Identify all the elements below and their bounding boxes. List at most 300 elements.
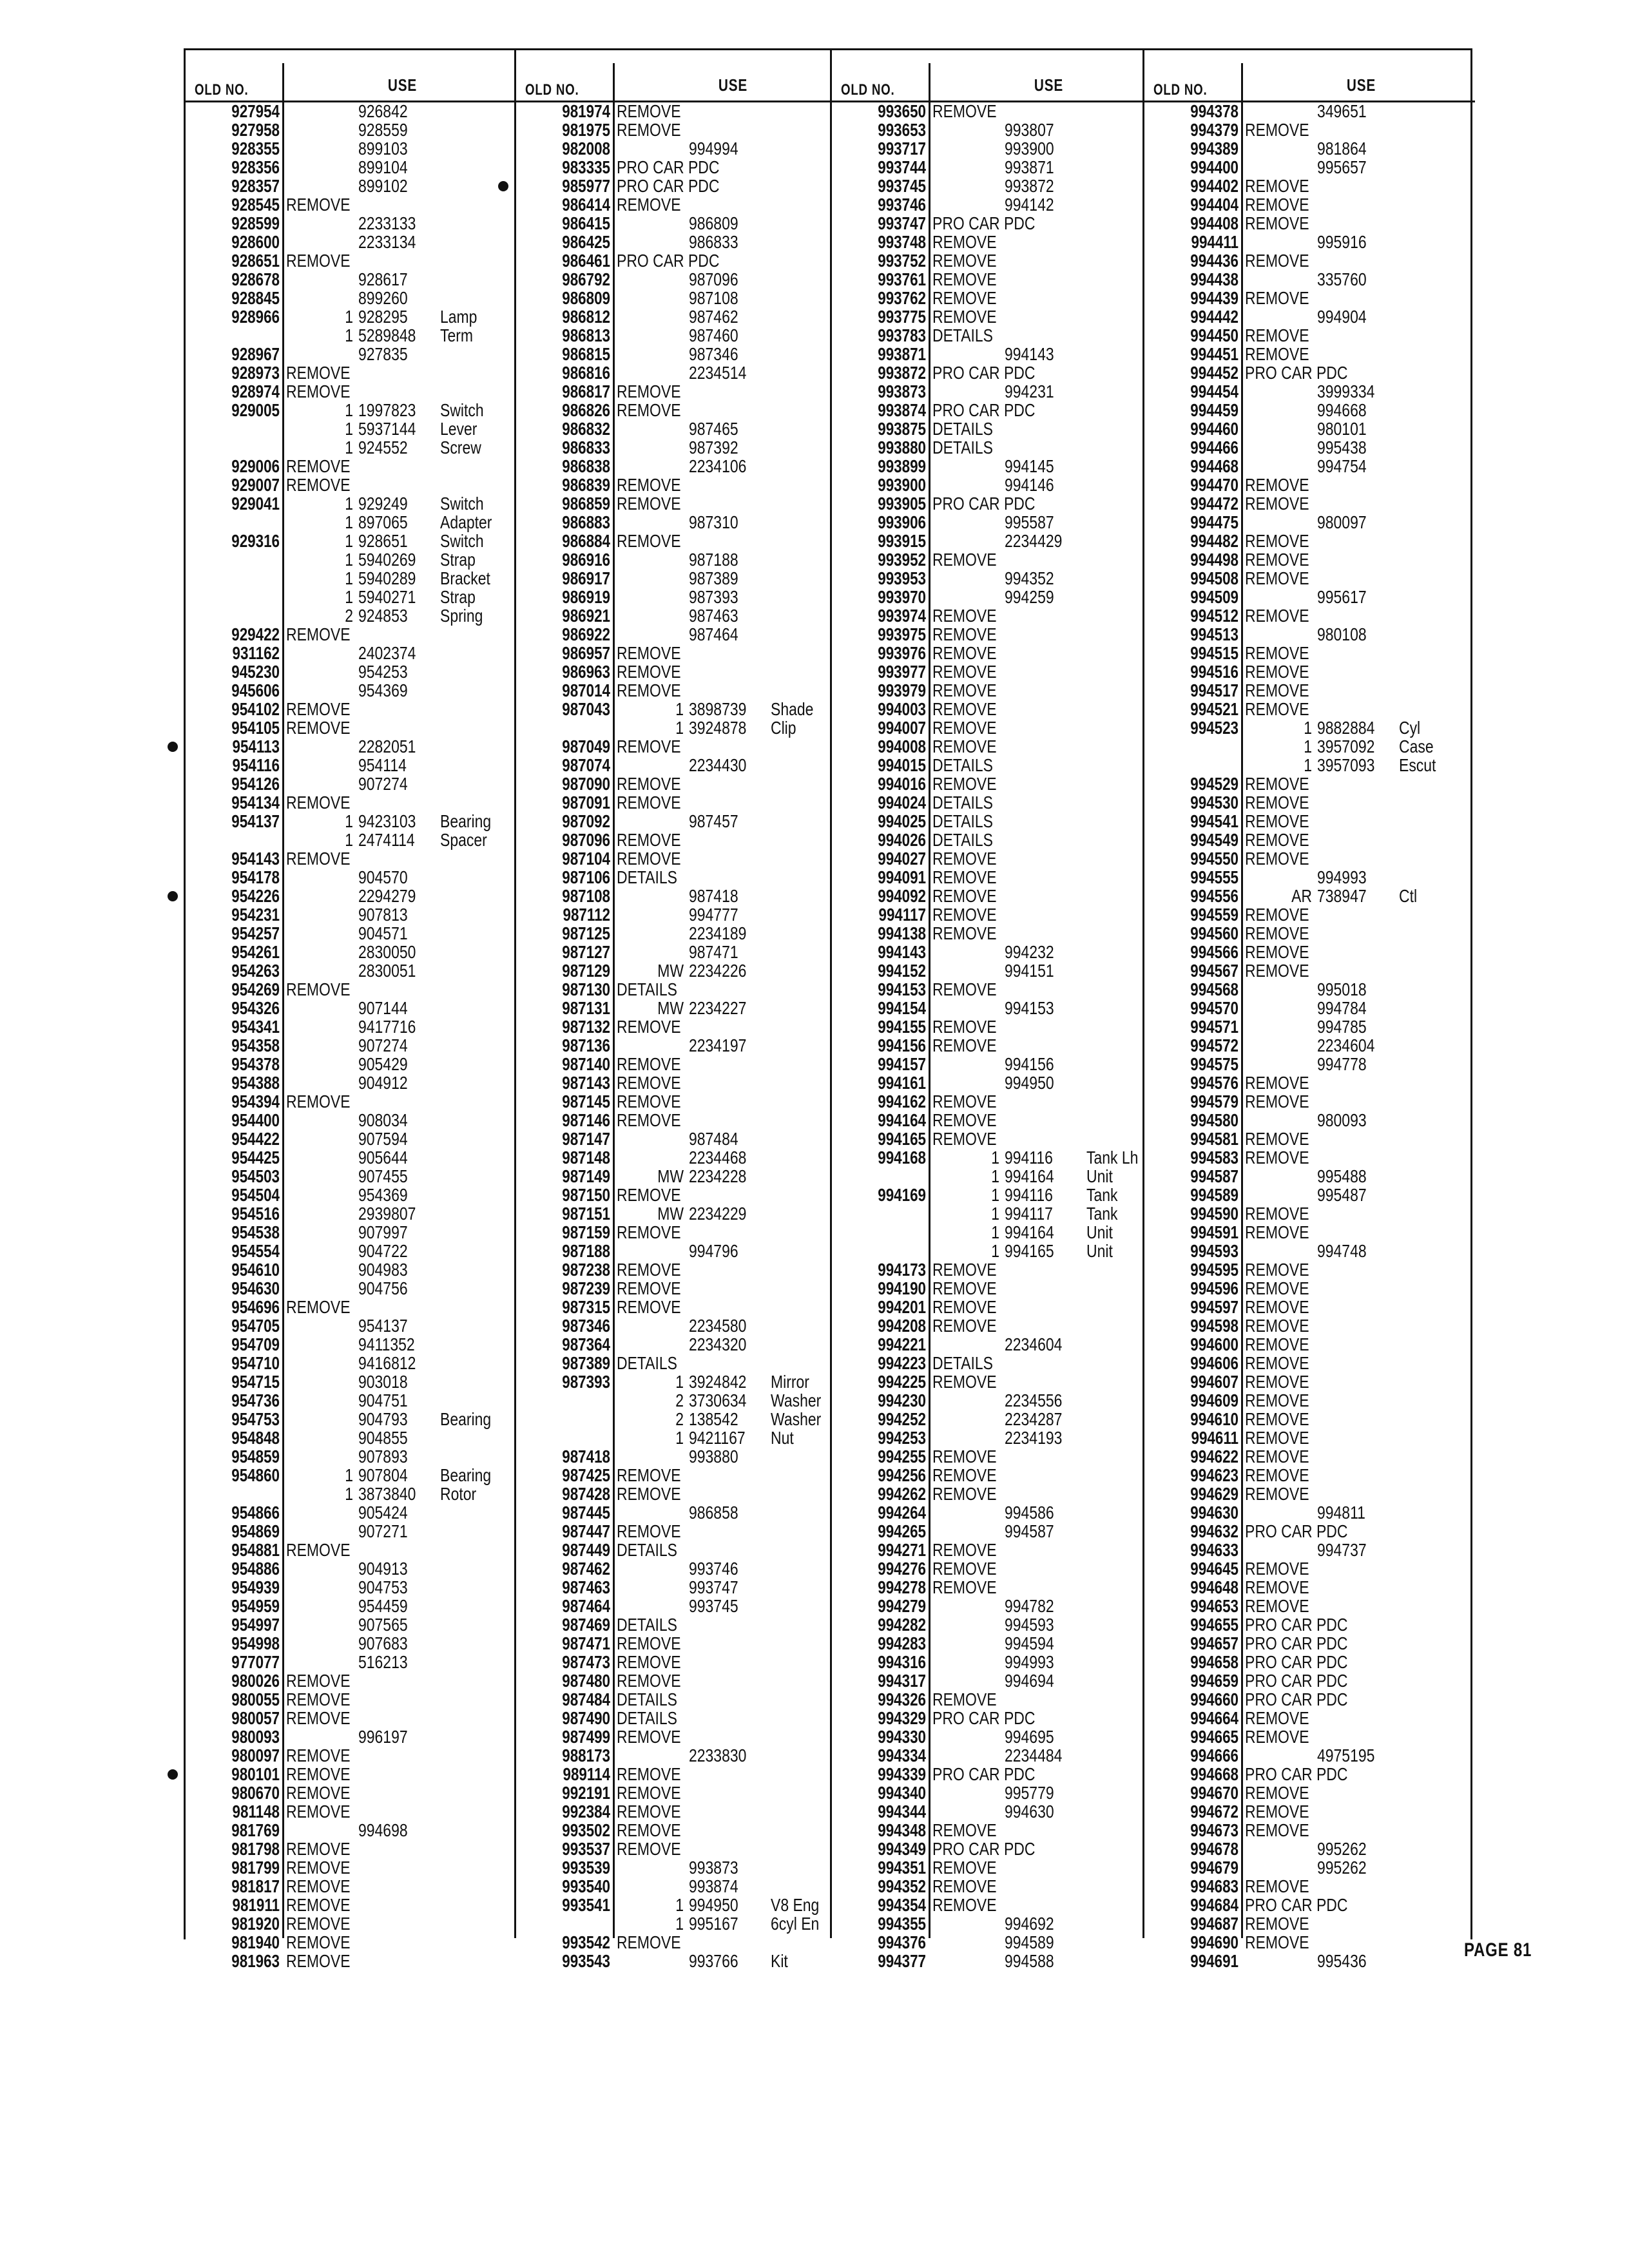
use-remark: REMOVE bbox=[932, 1017, 997, 1037]
table-row bbox=[186, 1279, 516, 1298]
use-remark: REMOVE bbox=[286, 1858, 351, 1878]
use-remark: REMOVE bbox=[286, 1297, 351, 1317]
use-number: 954253 bbox=[358, 662, 408, 682]
old-number: 954610 bbox=[231, 1260, 280, 1280]
use-remark: REMOVE bbox=[286, 793, 351, 812]
table-row bbox=[186, 270, 516, 289]
old-number: 980101 bbox=[231, 1764, 280, 1784]
table-row bbox=[832, 1727, 1162, 1746]
table-row bbox=[516, 1073, 847, 1092]
table-row bbox=[516, 868, 847, 887]
use-remark: REMOVE bbox=[1245, 1260, 1309, 1280]
old-number: 986884 bbox=[562, 531, 610, 551]
old-number: 994566 bbox=[1190, 942, 1239, 962]
quantity: 1 bbox=[675, 1372, 684, 1392]
table-row bbox=[186, 1242, 516, 1260]
table-row bbox=[516, 1653, 847, 1671]
old-number: 987364 bbox=[562, 1334, 610, 1354]
use-number: 2234226 bbox=[689, 961, 747, 981]
old-number: 993874 bbox=[878, 400, 926, 420]
old-number: 987471 bbox=[562, 1633, 610, 1653]
table-row bbox=[186, 924, 516, 943]
use-number: 995488 bbox=[1317, 1166, 1367, 1186]
table-row bbox=[186, 1204, 516, 1223]
table-row bbox=[832, 214, 1162, 233]
use-number: 2234514 bbox=[689, 363, 747, 383]
table-row bbox=[832, 401, 1162, 419]
old-number: 954388 bbox=[231, 1073, 280, 1093]
part-description: Nut bbox=[771, 1428, 794, 1448]
use-remark: DETAILS bbox=[617, 1353, 677, 1373]
quantity: 1 bbox=[675, 1895, 684, 1915]
table-row bbox=[832, 345, 1162, 363]
table-row bbox=[832, 1578, 1162, 1597]
old-number: 994165 bbox=[878, 1129, 926, 1149]
table-row bbox=[516, 1204, 847, 1223]
bullet-icon bbox=[498, 181, 508, 191]
table-row bbox=[186, 1073, 516, 1092]
table-row bbox=[186, 1466, 516, 1485]
table-row bbox=[516, 1877, 847, 1896]
table-row bbox=[832, 737, 1162, 756]
use-number: 905644 bbox=[358, 1148, 408, 1168]
use-number: 993746 bbox=[689, 1559, 738, 1579]
use-remark: PRO CAR PDC bbox=[617, 176, 720, 196]
table-row bbox=[1144, 1877, 1475, 1896]
old-number: 954341 bbox=[231, 1017, 280, 1037]
table-row bbox=[1144, 1802, 1475, 1821]
use-remark: REMOVE bbox=[1245, 1932, 1309, 1952]
use-number: 994668 bbox=[1317, 400, 1367, 420]
part-description: Escut bbox=[1399, 755, 1436, 775]
use-number: 987310 bbox=[689, 512, 738, 532]
old-number: 993872 bbox=[878, 363, 926, 383]
use-remark: REMOVE bbox=[932, 867, 997, 887]
table-row bbox=[186, 1503, 516, 1522]
old-number: 981148 bbox=[232, 1802, 280, 1821]
table-row bbox=[516, 1223, 847, 1242]
use-remark: REMOVE bbox=[932, 699, 997, 719]
old-number: 994152 bbox=[878, 961, 926, 981]
old-number: 993979 bbox=[878, 680, 926, 700]
old-number: 986812 bbox=[562, 307, 610, 327]
use-remark: REMOVE bbox=[1245, 905, 1309, 925]
use-remark: REMOVE bbox=[1245, 1727, 1309, 1747]
use-number: 928559 bbox=[358, 120, 408, 140]
column-header bbox=[1144, 50, 1475, 102]
table-row bbox=[516, 812, 847, 831]
old-no-header: OLD NO. bbox=[1153, 81, 1208, 99]
use-remark: REMOVE bbox=[617, 1222, 681, 1242]
old-number: 994408 bbox=[1190, 213, 1239, 233]
use-remark: REMOVE bbox=[617, 1820, 681, 1840]
part-description: Adapter bbox=[440, 512, 492, 532]
table-row bbox=[1144, 1522, 1475, 1541]
old-number: 994278 bbox=[878, 1577, 926, 1597]
use-remark: REMOVE bbox=[932, 662, 997, 682]
use-number: 2234604 bbox=[1317, 1035, 1375, 1055]
old-number: 989114 bbox=[563, 1764, 610, 1784]
table-row bbox=[832, 326, 1162, 345]
use-remark: REMOVE bbox=[1245, 830, 1309, 850]
table-row bbox=[1144, 999, 1475, 1017]
table-row bbox=[186, 1821, 516, 1840]
use-remark: REMOVE bbox=[1245, 325, 1309, 345]
old-number: 981920 bbox=[231, 1914, 280, 1934]
old-number: 994610 bbox=[1190, 1409, 1239, 1429]
old-number: 994450 bbox=[1190, 325, 1239, 345]
table-row bbox=[186, 1017, 516, 1036]
use-remark: REMOVE bbox=[1245, 1148, 1309, 1168]
old-number: 954378 bbox=[231, 1054, 280, 1074]
use-remark: DETAILS bbox=[932, 811, 993, 831]
old-number: 980026 bbox=[231, 1671, 280, 1691]
table-row bbox=[832, 569, 1162, 588]
table-row bbox=[832, 1167, 1162, 1186]
table-row bbox=[832, 476, 1162, 494]
use-number: 924853 bbox=[358, 606, 408, 626]
table-row bbox=[1144, 1765, 1475, 1783]
use-number: 994232 bbox=[1005, 942, 1054, 962]
table-row bbox=[1144, 1335, 1475, 1354]
old-number: 987447 bbox=[562, 1521, 610, 1541]
old-number: 993974 bbox=[878, 606, 926, 626]
use-number: 907274 bbox=[358, 774, 408, 794]
use-remark: REMOVE bbox=[932, 1689, 997, 1709]
table-row bbox=[186, 1260, 516, 1279]
table-row bbox=[832, 1559, 1162, 1578]
table-row bbox=[1144, 214, 1475, 233]
table-row bbox=[1144, 251, 1475, 270]
table-row bbox=[516, 1036, 847, 1055]
table-row bbox=[516, 345, 847, 363]
old-number: 994379 bbox=[1190, 120, 1239, 140]
use-number: 5940289 bbox=[358, 568, 416, 588]
use-remark: REMOVE bbox=[286, 1914, 351, 1934]
use-number: 2234580 bbox=[689, 1316, 747, 1336]
table-row bbox=[516, 494, 847, 513]
table-row bbox=[1144, 924, 1475, 943]
old-number: 994629 bbox=[1190, 1484, 1239, 1504]
table-row bbox=[186, 158, 516, 177]
old-number: 994007 bbox=[878, 718, 926, 738]
use-number: 994737 bbox=[1317, 1540, 1367, 1560]
old-number: 994282 bbox=[878, 1615, 926, 1635]
table-row bbox=[832, 1073, 1162, 1092]
old-number: 993976 bbox=[878, 643, 926, 663]
table-row bbox=[1144, 1354, 1475, 1372]
table-row bbox=[516, 513, 847, 532]
table-row bbox=[1144, 1485, 1475, 1503]
table-row bbox=[516, 1821, 847, 1840]
table-row bbox=[832, 177, 1162, 195]
table-row bbox=[832, 1298, 1162, 1316]
use-remark: REMOVE bbox=[617, 830, 681, 850]
old-number: 986817 bbox=[562, 381, 610, 401]
use-number: 904855 bbox=[358, 1428, 408, 1448]
old-number: 981817 bbox=[231, 1876, 280, 1896]
old-number: 994623 bbox=[1190, 1465, 1239, 1485]
use-remark: REMOVE bbox=[617, 1839, 681, 1859]
table-row bbox=[832, 1933, 1162, 1952]
table-row bbox=[1144, 289, 1475, 307]
old-number: 994352 bbox=[878, 1876, 926, 1896]
table-row bbox=[832, 1055, 1162, 1073]
table-row bbox=[516, 999, 847, 1017]
old-number: 994633 bbox=[1190, 1540, 1239, 1560]
use-number: 994143 bbox=[1005, 344, 1054, 364]
use-remark: REMOVE bbox=[932, 1297, 997, 1317]
use-number: 980108 bbox=[1317, 624, 1367, 644]
quantity: 1 bbox=[1304, 736, 1312, 756]
use-remark: REMOVE bbox=[932, 1446, 997, 1466]
use-remark: REMOVE bbox=[1245, 1596, 1309, 1616]
use-remark: REMOVE bbox=[932, 1540, 997, 1560]
use-number: 995436 bbox=[1317, 1951, 1367, 1971]
table-row bbox=[832, 1223, 1162, 1242]
table-row bbox=[1144, 662, 1475, 681]
old-number: 994355 bbox=[878, 1914, 926, 1934]
table-row bbox=[516, 1260, 847, 1279]
use-remark: REMOVE bbox=[617, 1278, 681, 1298]
use-remark: REMOVE bbox=[286, 1764, 351, 1784]
old-number: 986922 bbox=[562, 624, 610, 644]
use-number: 994589 bbox=[1005, 1932, 1054, 1952]
table-row bbox=[1144, 1615, 1475, 1634]
use-remark: REMOVE bbox=[932, 1559, 997, 1579]
table-row bbox=[1144, 1541, 1475, 1559]
old-number: 994600 bbox=[1190, 1334, 1239, 1354]
old-number: 993783 bbox=[878, 325, 926, 345]
use-remark: PRO CAR PDC bbox=[1245, 1689, 1348, 1709]
use-number: 928295 bbox=[358, 307, 408, 327]
old-number: 994684 bbox=[1190, 1895, 1239, 1915]
use-number: 995657 bbox=[1317, 157, 1367, 177]
use-number: 986809 bbox=[689, 213, 738, 233]
table-row bbox=[516, 1298, 847, 1316]
table-row bbox=[832, 1522, 1162, 1541]
old-number: 987418 bbox=[562, 1446, 610, 1466]
table-row bbox=[1144, 681, 1475, 700]
old-number: 987074 bbox=[562, 755, 610, 775]
old-number: 994451 bbox=[1190, 344, 1239, 364]
old-number: 928974 bbox=[231, 381, 280, 401]
use-remark: DETAILS bbox=[617, 1708, 677, 1728]
use-remark: REMOVE bbox=[1245, 475, 1309, 495]
use-number: 2939807 bbox=[358, 1204, 416, 1224]
table-row bbox=[832, 1186, 1162, 1204]
use-remark: REMOVE bbox=[617, 381, 681, 401]
use-number: 987462 bbox=[689, 307, 738, 327]
table-row bbox=[516, 662, 847, 681]
table-row bbox=[516, 887, 847, 905]
use-number: 904912 bbox=[358, 1073, 408, 1093]
quantity: 1 bbox=[345, 419, 353, 439]
table-row bbox=[1144, 980, 1475, 999]
table-row bbox=[516, 1783, 847, 1802]
use-number: 2234320 bbox=[689, 1334, 747, 1354]
table-row bbox=[186, 1410, 516, 1428]
table-row bbox=[186, 476, 516, 494]
table-row bbox=[186, 1840, 516, 1858]
use-remark: REMOVE bbox=[932, 1577, 997, 1597]
use-remark: REMOVE bbox=[1245, 1428, 1309, 1448]
table-row bbox=[516, 177, 847, 195]
old-number: 993905 bbox=[878, 494, 926, 514]
use-number: 995617 bbox=[1317, 587, 1367, 607]
old-number: 987092 bbox=[562, 811, 610, 831]
old-number: 994589 bbox=[1190, 1185, 1239, 1205]
use-remark: REMOVE bbox=[932, 232, 997, 252]
use-remark: REMOVE bbox=[1245, 811, 1309, 831]
use-header: USE bbox=[1034, 75, 1064, 95]
old-number: 928967 bbox=[231, 344, 280, 364]
old-number: 994517 bbox=[1190, 680, 1239, 700]
old-number: 927954 bbox=[231, 101, 280, 121]
table-row bbox=[1144, 1428, 1475, 1447]
use-number: 980097 bbox=[1317, 512, 1367, 532]
use-number: 3957092 bbox=[1317, 736, 1375, 756]
old-number: 928600 bbox=[231, 232, 280, 252]
use-remark: REMOVE bbox=[1245, 662, 1309, 682]
old-number: 994025 bbox=[878, 811, 926, 831]
old-number: 993975 bbox=[878, 624, 926, 644]
table-row bbox=[832, 1541, 1162, 1559]
table-row bbox=[516, 961, 847, 980]
old-number: 987147 bbox=[562, 1129, 610, 1149]
table-row bbox=[1144, 1036, 1475, 1055]
old-number: 954226 bbox=[231, 886, 280, 906]
use-remark: PRO CAR PDC bbox=[1245, 363, 1348, 383]
old-number: 994173 bbox=[878, 1260, 926, 1280]
use-number: 987463 bbox=[689, 606, 738, 626]
old-number: 954859 bbox=[231, 1446, 280, 1466]
use-remark: REMOVE bbox=[1245, 1278, 1309, 1298]
old-number: 987096 bbox=[562, 830, 610, 850]
table-row bbox=[516, 1746, 847, 1765]
table-row bbox=[186, 401, 516, 419]
old-number: 994348 bbox=[878, 1820, 926, 1840]
old-number: 994153 bbox=[878, 979, 926, 999]
table-row bbox=[516, 1671, 847, 1690]
old-number: 994016 bbox=[878, 774, 926, 794]
old-number: 928599 bbox=[231, 213, 280, 233]
table-row bbox=[186, 1690, 516, 1709]
old-number: 981911 bbox=[232, 1895, 280, 1915]
old-no-header: OLD NO. bbox=[841, 81, 895, 99]
use-number: 904570 bbox=[358, 867, 408, 887]
old-number: 986883 bbox=[562, 512, 610, 532]
use-remark: REMOVE bbox=[932, 269, 997, 289]
table-row bbox=[186, 345, 516, 363]
part-description: Unit bbox=[1086, 1241, 1113, 1261]
quantity: 2 bbox=[675, 1409, 684, 1429]
part-description: Switch bbox=[440, 400, 484, 420]
use-remark: REMOVE bbox=[617, 1764, 681, 1784]
old-number: 993539 bbox=[562, 1858, 610, 1878]
use-remark: REMOVE bbox=[1245, 550, 1309, 570]
use-remark: REMOVE bbox=[286, 381, 351, 401]
table-row bbox=[516, 793, 847, 812]
table-row bbox=[1144, 270, 1475, 289]
use-number: 993747 bbox=[689, 1577, 738, 1597]
old-number: 993871 bbox=[878, 344, 926, 364]
old-number: 954939 bbox=[231, 1577, 280, 1597]
use-number: 5937144 bbox=[358, 419, 416, 439]
use-number: 987471 bbox=[689, 942, 738, 962]
old-number: 994024 bbox=[878, 793, 926, 812]
use-remark: REMOVE bbox=[1245, 531, 1309, 551]
use-remark: REMOVE bbox=[617, 1260, 681, 1280]
old-number: 994549 bbox=[1190, 830, 1239, 850]
use-number: 993900 bbox=[1005, 139, 1054, 159]
table-row bbox=[1144, 1204, 1475, 1223]
old-number: 986963 bbox=[562, 662, 610, 682]
use-remark: REMOVE bbox=[617, 1484, 681, 1504]
old-number: 987151 bbox=[562, 1204, 610, 1224]
part-description: Mirror bbox=[771, 1372, 809, 1392]
old-number: 994516 bbox=[1190, 662, 1239, 682]
table-row bbox=[832, 718, 1162, 737]
old-number: 994255 bbox=[878, 1446, 926, 1466]
old-number: 994376 bbox=[878, 1932, 926, 1952]
old-number: 985977 bbox=[562, 176, 610, 196]
table-row bbox=[516, 214, 847, 233]
table-row bbox=[832, 1821, 1162, 1840]
table-row bbox=[832, 905, 1162, 924]
quantity: 1 bbox=[675, 1914, 684, 1934]
old-number: 981769 bbox=[231, 1820, 280, 1840]
use-remark: REMOVE bbox=[1245, 1409, 1309, 1429]
old-number: 993747 bbox=[878, 213, 926, 233]
table-row bbox=[832, 1840, 1162, 1858]
use-number: 2234429 bbox=[1005, 531, 1063, 551]
table-row bbox=[1144, 943, 1475, 961]
use-remark: REMOVE bbox=[617, 849, 681, 869]
old-number: 987425 bbox=[562, 1465, 610, 1485]
use-number: 2474114 bbox=[358, 830, 415, 850]
use-number: 2234430 bbox=[689, 755, 747, 775]
old-number: 994230 bbox=[878, 1390, 926, 1410]
quantity: 1 bbox=[345, 494, 353, 514]
old-number: 994660 bbox=[1190, 1689, 1239, 1709]
table-row bbox=[1144, 438, 1475, 457]
old-number: 994571 bbox=[1190, 1017, 1239, 1037]
old-number: 994555 bbox=[1190, 867, 1239, 887]
old-number: 987490 bbox=[562, 1708, 610, 1728]
old-number: 993873 bbox=[878, 381, 926, 401]
old-number: 987150 bbox=[562, 1185, 610, 1205]
old-number: 977077 bbox=[231, 1652, 280, 1672]
table-row bbox=[1144, 588, 1475, 606]
old-number: 994666 bbox=[1190, 1745, 1239, 1765]
use-remark: REMOVE bbox=[932, 1129, 997, 1149]
old-number: 954116 bbox=[232, 755, 280, 775]
table-row bbox=[1144, 1840, 1475, 1858]
use-number: 987457 bbox=[689, 811, 738, 831]
table-row bbox=[516, 139, 847, 158]
use-remark: REMOVE bbox=[1245, 176, 1309, 196]
table-row bbox=[186, 1877, 516, 1896]
old-number: 986813 bbox=[562, 325, 610, 345]
old-number: 994568 bbox=[1190, 979, 1239, 999]
table-row bbox=[186, 532, 516, 550]
use-remark: REMOVE bbox=[617, 736, 681, 756]
table-row bbox=[1144, 1316, 1475, 1335]
table-row bbox=[1144, 1260, 1475, 1279]
table-row bbox=[832, 1410, 1162, 1428]
use-remark: REMOVE bbox=[1245, 251, 1309, 271]
